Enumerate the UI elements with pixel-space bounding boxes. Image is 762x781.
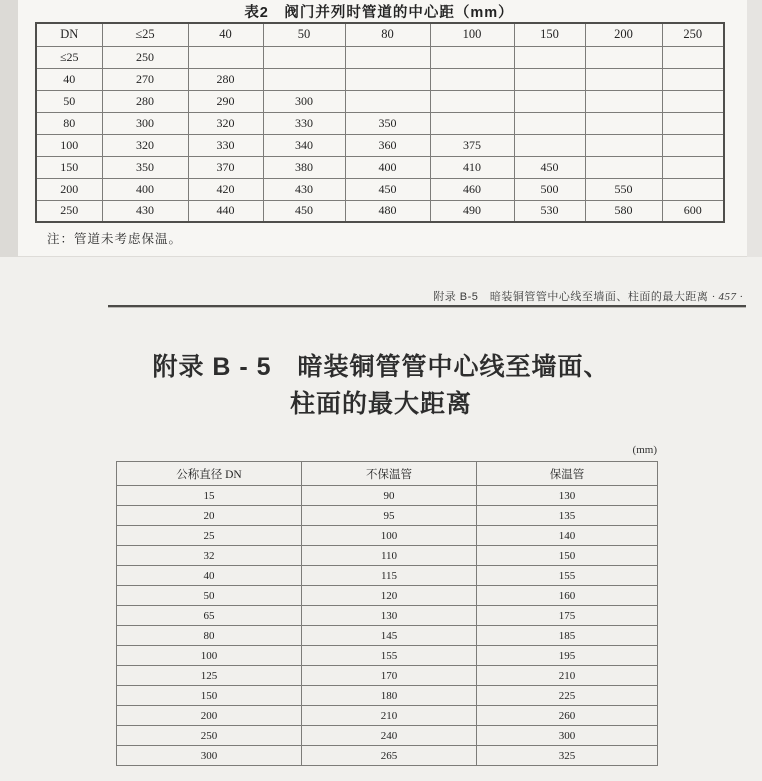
t1-row	[36, 68, 724, 90]
copper-pipe-distance-table	[116, 461, 658, 766]
t2-row	[117, 486, 658, 506]
t1-cell	[662, 68, 724, 90]
table1-note: 注：管道未考虑保温。	[47, 232, 183, 246]
t1-cell: 360	[345, 134, 430, 156]
t2-cell: 210	[477, 666, 658, 686]
t1-cell	[263, 68, 345, 90]
t1-header-cell: 40	[188, 23, 263, 46]
scan-edge-strip	[0, 0, 18, 257]
t1-cell	[662, 134, 724, 156]
t1-cell	[430, 112, 514, 134]
t1-cell	[263, 46, 345, 68]
t2-cell: 125	[117, 666, 302, 686]
t1-cell: 400	[345, 156, 430, 178]
t1-cell	[585, 90, 662, 112]
t2-row	[117, 686, 658, 706]
t2-row	[117, 606, 658, 626]
t2-header-cell: 保温管	[477, 462, 658, 486]
t2-cell: 200	[117, 706, 302, 726]
t2-cell: 20	[117, 506, 302, 526]
t1-cell	[514, 90, 585, 112]
t2-cell: 195	[477, 646, 658, 666]
t2-cell: 175	[477, 606, 658, 626]
t1-cell: 480	[345, 200, 430, 222]
t1-cell: 300	[102, 112, 188, 134]
t2-row	[117, 626, 658, 646]
t2-cell: 150	[477, 546, 658, 566]
t1-row	[36, 134, 724, 156]
t1-cell	[585, 156, 662, 178]
page-number: · 457 ·	[712, 291, 743, 303]
t2-cell: 40	[117, 566, 302, 586]
table1-head	[36, 23, 724, 46]
t2-cell: 65	[117, 606, 302, 626]
t2-cell: 150	[117, 686, 302, 706]
t1-header-cell: DN	[36, 23, 102, 46]
t2-cell: 120	[302, 586, 477, 606]
t2-cell: 25	[117, 526, 302, 546]
t1-cell: 300	[263, 90, 345, 112]
table2-body	[117, 486, 658, 766]
t1-cell: 350	[102, 156, 188, 178]
t1-cell: 420	[188, 178, 263, 200]
t1-cell: 530	[514, 200, 585, 222]
t1-row	[36, 90, 724, 112]
t1-cell	[345, 68, 430, 90]
t2-row	[117, 646, 658, 666]
t1-cell	[430, 90, 514, 112]
t1-row	[36, 46, 724, 68]
t2-cell: 160	[477, 586, 658, 606]
t1-header-cell: 250	[662, 23, 724, 46]
t1-cell: 50	[36, 90, 102, 112]
t2-cell: 140	[477, 526, 658, 546]
t1-cell: 600	[662, 200, 724, 222]
t2-cell: 110	[302, 546, 477, 566]
t2-cell: 115	[302, 566, 477, 586]
t1-cell: 200	[36, 178, 102, 200]
t2-cell: 95	[302, 506, 477, 526]
t2-cell: 325	[477, 746, 658, 766]
t1-cell	[188, 46, 263, 68]
t1-row	[36, 178, 724, 200]
t1-cell: 340	[263, 134, 345, 156]
t2-row	[117, 706, 658, 726]
t2-row	[117, 726, 658, 746]
t1-cell: 250	[102, 46, 188, 68]
t1-header-row	[36, 23, 724, 46]
t1-cell: 330	[263, 112, 345, 134]
t1-cell	[514, 134, 585, 156]
appendix-title-line2: 柱面的最大距离	[289, 390, 472, 418]
t2-cell: 135	[477, 506, 658, 526]
t1-cell: 500	[514, 178, 585, 200]
t1-cell: 400	[102, 178, 188, 200]
valve-center-distance-table	[35, 22, 725, 223]
t1-cell: 430	[102, 200, 188, 222]
t1-header-cell: ≤25	[102, 23, 188, 46]
t1-header-cell: 150	[514, 23, 585, 46]
t2-cell: 210	[302, 706, 477, 726]
t2-cell: 100	[302, 526, 477, 546]
t2-row	[117, 546, 658, 566]
table2-head	[117, 462, 658, 486]
t1-cell: 40	[36, 68, 102, 90]
t2-cell: 32	[117, 546, 302, 566]
t1-header-cell: 80	[345, 23, 430, 46]
t2-cell: 100	[117, 646, 302, 666]
t1-cell: 320	[102, 134, 188, 156]
t1-cell	[662, 90, 724, 112]
t1-header-cell: 50	[263, 23, 345, 46]
t2-cell: 15	[117, 486, 302, 506]
t2-cell: 155	[302, 646, 477, 666]
t1-cell: 440	[188, 200, 263, 222]
appendix-title	[0, 349, 762, 423]
t1-cell: 370	[188, 156, 263, 178]
t1-cell: 450	[514, 156, 585, 178]
t2-header-row	[117, 462, 658, 486]
t2-cell: 300	[117, 746, 302, 766]
t2-cell: 130	[302, 606, 477, 626]
t2-cell: 155	[477, 566, 658, 586]
t1-cell: 410	[430, 156, 514, 178]
t2-header-cell: 不保温管	[302, 462, 477, 486]
t1-header-cell: 200	[585, 23, 662, 46]
t2-cell: 225	[477, 686, 658, 706]
t2-cell: 170	[302, 666, 477, 686]
t1-cell	[585, 68, 662, 90]
t1-cell	[585, 134, 662, 156]
t1-cell	[430, 68, 514, 90]
t1-cell: 460	[430, 178, 514, 200]
t1-cell: 250	[36, 200, 102, 222]
t1-cell: 100	[36, 134, 102, 156]
t2-cell: 240	[302, 726, 477, 746]
t1-cell	[585, 112, 662, 134]
t2-cell: 180	[302, 686, 477, 706]
t1-cell: 320	[188, 112, 263, 134]
t2-cell: 300	[477, 726, 658, 746]
t2-cell: 90	[302, 486, 477, 506]
t1-cell: 80	[36, 112, 102, 134]
t1-cell: 450	[345, 178, 430, 200]
t1-cell	[662, 112, 724, 134]
t1-cell	[662, 178, 724, 200]
t2-cell: 265	[302, 746, 477, 766]
t1-cell: 450	[263, 200, 345, 222]
t1-cell: 150	[36, 156, 102, 178]
t1-cell: 280	[188, 68, 263, 90]
t2-cell: 130	[477, 486, 658, 506]
t2-row	[117, 746, 658, 766]
t1-cell	[662, 156, 724, 178]
t1-cell	[514, 68, 585, 90]
t1-cell: ≤25	[36, 46, 102, 68]
t2-row	[117, 666, 658, 686]
running-header-text: 附录 B-5 暗装铜管管中心线至墙面、柱面的最大距离	[433, 291, 709, 303]
t1-cell	[662, 46, 724, 68]
table2-unit-label: (mm)	[632, 444, 657, 456]
running-header	[83, 288, 743, 304]
t2-row	[117, 506, 658, 526]
t1-cell	[430, 46, 514, 68]
t1-cell	[585, 46, 662, 68]
t1-cell: 290	[188, 90, 263, 112]
t1-cell: 330	[188, 134, 263, 156]
t1-cell: 280	[102, 90, 188, 112]
t2-header-cell: 公称直径 DN	[117, 462, 302, 486]
t2-row	[117, 526, 658, 546]
t1-cell: 490	[430, 200, 514, 222]
t2-cell: 185	[477, 626, 658, 646]
t1-row	[36, 156, 724, 178]
t1-cell: 375	[430, 134, 514, 156]
t2-row	[117, 566, 658, 586]
t1-header-cell: 100	[430, 23, 514, 46]
table1-title: 表2 阀门并列时管道的中心距（mm）	[244, 5, 514, 21]
t2-cell: 145	[302, 626, 477, 646]
t1-cell	[345, 90, 430, 112]
t2-cell: 80	[117, 626, 302, 646]
t1-cell	[345, 46, 430, 68]
t1-cell: 550	[585, 178, 662, 200]
t2-cell: 50	[117, 586, 302, 606]
appendix-title-line1: 附录 B - 5 暗装铜管管中心线至墙面、	[152, 353, 610, 381]
t2-cell: 260	[477, 706, 658, 726]
t2-cell: 250	[117, 726, 302, 746]
t1-cell: 430	[263, 178, 345, 200]
t1-cell: 580	[585, 200, 662, 222]
t1-cell: 380	[263, 156, 345, 178]
t2-row	[117, 586, 658, 606]
t1-cell: 270	[102, 68, 188, 90]
t1-cell: 350	[345, 112, 430, 134]
t1-row	[36, 112, 724, 134]
running-header-rule	[108, 305, 746, 308]
t1-cell	[514, 112, 585, 134]
t1-row	[36, 200, 724, 222]
t1-cell	[514, 46, 585, 68]
table1-body	[36, 46, 724, 222]
